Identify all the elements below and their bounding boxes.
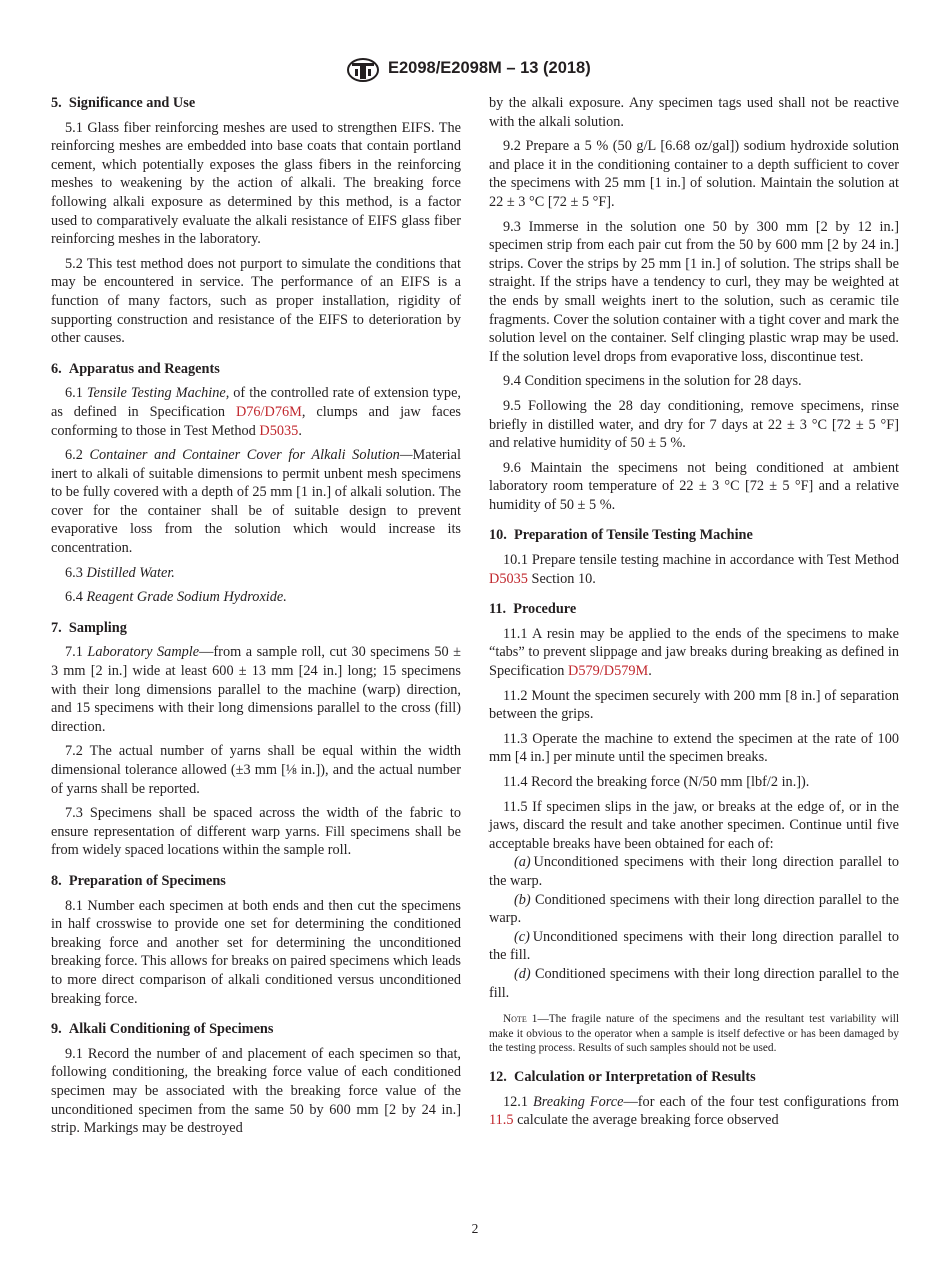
page-number: 2 — [471, 1221, 479, 1236]
paragraph-11-4: 11.4 Record the breaking force (N/50 mm [lbf/2 in.]). — [503, 774, 810, 790]
paragraph-11-5: 11.5 If specimen slips in the jaw, or breaks at the edge of, or in the jaws, discard the result and take another specimen. Continue until five acceptable breaks have been obtained for each of: — [489, 798, 899, 852]
left-column — [51, 94, 461, 1144]
list-item-d: (d) Conditioned specimens with their long direction parallel to the fill. — [489, 965, 899, 1001]
paragraph-8-1: 8.1 Number each specimen at both ends and then cut the specimens in half crosswise to provide one set for determining the conditioned breaking force and another set for determining the unconditioned breaking force. This allows for breaks on paired specimens which leads to more direct comparison of alkali conditioned versus unconditioned breaking force. — [51, 897, 461, 1007]
paragraph-12-1: 12.1 Breaking Force—for each of the four test configurations from 11.5 calculate the average breaking force observed — [489, 1093, 899, 1129]
list-item-b: (b) Conditioned specimens with their long direction parallel to the warp. — [489, 891, 899, 927]
paragraph-6-3: 6.3 Distilled Water. — [65, 564, 175, 581]
paragraph-9-1-continued: by the alkali exposure. Any specimen tags used shall not be reactive with the alkali solution. — [489, 95, 899, 130]
paragraph-6-4: 6.4 Reagent Grade Sodium Hydroxide. — [65, 589, 287, 606]
link-d5035-b[interactable]: D5035 — [489, 570, 528, 587]
link-d579[interactable]: D579/D579M — [568, 663, 649, 680]
paragraph-9-4: 9.4 Condition specimens in the solution for 28 days. — [503, 373, 802, 390]
list-item-c: (c) Unconditioned specimens with their long direction parallel to the fill. — [489, 928, 899, 964]
link-d76[interactable]: D76/D76M — [235, 403, 302, 420]
paragraph-9-3: 9.3 Immerse in the solution one 50 by 300 mm [2 by 12 in.] specimen strip from each pair cut from the 50 by 600 mm [2 by 24 in.] strips. Cover the strips by 25 mm [1 in.] of solution. The strips shall be straight. If the strips have a tendency to curl, they may be weighted at the ends by small weights inert to the solution, such as ceramic tile fragments. Cover the solution container with a tight cover and mark the solution level on the container. Self clinging plastic wrap may be used. If the solution level drops from evaporative loss, discontinue test. — [489, 218, 899, 365]
paragraph-6-1: 6.1 Tensile Testing Machine, of the controlled rate of extension type, as defined in Specification D76/D76M, clumps and jaw faces conforming to those in Test Method D5035. — [51, 385, 461, 439]
link-11-5[interactable]: 11.5 — [489, 1112, 514, 1129]
section-9-heading: 9. Alkali Conditioning of Specimens — [51, 1021, 274, 1038]
link-d5035[interactable]: D5035 — [259, 422, 299, 439]
standard-designation: E2098/E2098M – 13 (2018) — [388, 59, 591, 77]
paragraph-9-1: 9.1 Record the number of and placement of each specimen so that, following conditioning, the breaking force value of each conditioned specimen may be associated with the breaking force value of the unconditioned specimen from the same 50 by 600 mm [2 by 24 in.] strip. Markings may be destroyed — [51, 1045, 461, 1137]
section-12-heading: 12. Calculation or Interpretation of Results — [489, 1068, 756, 1085]
section-5-heading: 5. Significance and Use — [51, 95, 196, 111]
paragraph-5-1: 5.1 Glass fiber reinforcing meshes are used to strengthen EIFS. The reinforcing meshes are embedded into base coats that contain portland cement, which potentially exposes the glass fibers in the reinforcing meshes to weakening by the action of alkali. The breaking force following alkali exposure as determined by this method, is a factor used to comparatively evaluate the alkali resistance of EIFS glass fiber reinforcing meshes in the laboratory. — [51, 119, 461, 248]
paragraph-9-6: 9.6 Maintain the specimens not being conditioned at ambient laboratory room temperature of 22 ± 3 °C [72 ± 5 °F] and a relative humidity of 50 ± 5 %. — [489, 459, 899, 513]
paragraph-11-2: 11.2 Mount the specimen securely with 200 mm [8 in.] of separation between the grips. — [489, 687, 899, 723]
list-item-a: (a) Unconditioned specimens with their long direction parallel to the warp. — [489, 854, 899, 889]
section-8-heading: 8. Preparation of Specimens — [51, 872, 226, 889]
paragraph-7-1: 7.1 Laboratory Sample—from a sample roll, cut 30 specimens 50 ± 3 mm [2 in.] wide at least 600 ± 13 mm [24 in.] long; 15 specimens with their long dimensions parallel to the machine (warp) direction, and 15 specimens with their long dimensions parallel to the cross (fill) direction. — [51, 644, 461, 735]
page-header — [0, 58, 950, 86]
section-11-heading: 11. Procedure — [489, 601, 577, 618]
section-7-heading: 7. Sampling — [51, 619, 127, 636]
paragraph-10-1: 10.1 Prepare tensile testing machine in accordance with Test Method D5035 Section 10. — [489, 552, 899, 587]
paragraph-7-2: 7.2 The actual number of yarns shall be equal within the width dimensional tolerance allowed (±3 mm [⅛ in.]), and the actual number of yarns shall be reported. — [51, 743, 461, 797]
section-6-heading: 6. Apparatus and Reagents — [51, 360, 220, 377]
paragraph-11-1: 11.1 A resin may be applied to the ends of the specimens to make “tabs” to prevent slippage and jaw breaks during breaking as defined in Specification D579/D579M. — [489, 625, 899, 680]
astm-logo-icon — [346, 58, 380, 82]
paragraph-9-2: 9.2 Prepare a 5 % (50 g/L [6.68 oz/gal]) sodium hydroxide solution and place it in the conditioning container to a depth sufficient to cover the specimens with 25 mm [1 in.] of solution. Maintain the solution at 22 ± 3 °C [72 ± 5 °F]. — [489, 138, 899, 210]
paragraph-6-2: 6.2 Container and Container Cover for Alkali Solution—Material inert to alkali of suitable dimensions to permit unbent mesh specimens to be fully covered with a depth of 25 mm [1 in.] of alkali solution. The cover for the container shall be of suitable design to prevent evaporative loss from the solution which would increase its concentration. — [51, 447, 461, 557]
right-column — [489, 94, 899, 1136]
paragraph-7-3: 7.3 Specimens shall be spaced across the width of the fabric to ensure representation of different warp yarns. Fill specimens shall be from widely spaced locations within the sample roll. — [51, 805, 461, 859]
section-10-heading: 10. Preparation of Tensile Testing Machine — [489, 527, 753, 544]
paragraph-5-2: 5.2 This test method does not purport to simulate the conditions that may be encountered in service. The performance of an EIFS is a function of many factors, such as proper installation, rigidity of supporting construction and resistance of the EIFS to deterioration by other causes. — [51, 255, 461, 347]
paragraph-11-3: 11.3 Operate the machine to extend the specimen at the rate of 100 mm [4 in.] per minute until the specimen breaks. — [489, 730, 899, 766]
note-1: Note 1—The fragile nature of the specimens and the resultant test variability will make it obvious to the operator when a sample is itself defective or has been damaged by the testing process. Results of such samples should not be used. — [489, 1013, 899, 1055]
paragraph-9-5: 9.5 Following the 28 day conditioning, remove specimens, rinse briefly in distilled water, and dry for 7 days at 22 ± 3 °C [72 ± 5 °F] and relative humidity of 50 ± 5 %. — [489, 397, 899, 452]
